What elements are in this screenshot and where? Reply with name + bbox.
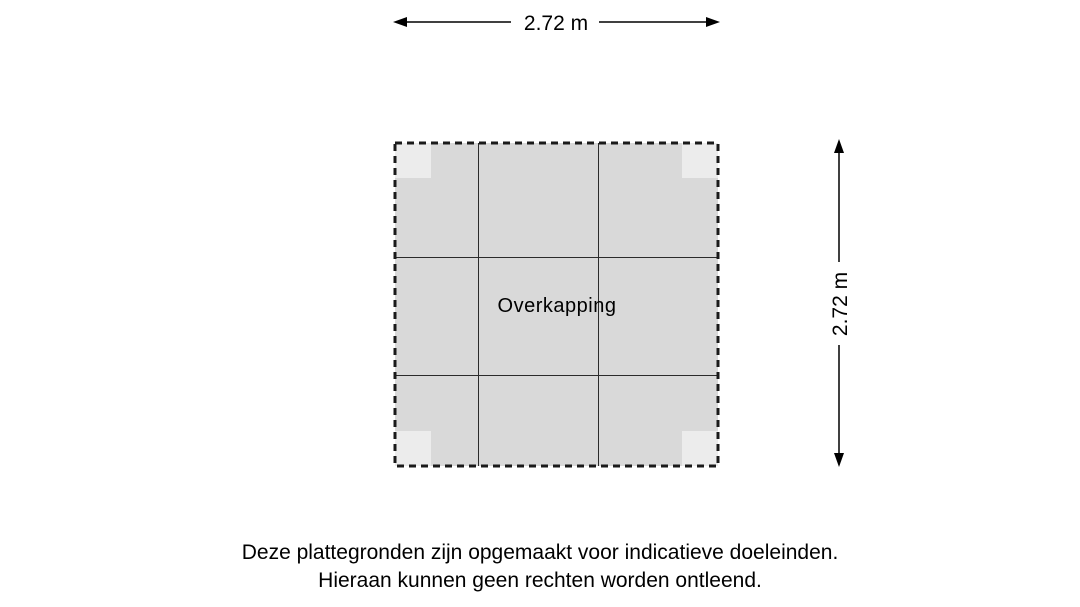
- corner-post-top-right: [682, 143, 718, 178]
- corner-post-bottom-left: [395, 431, 431, 466]
- arrow-left-icon: [393, 17, 407, 27]
- width-dimension: [393, 12, 720, 35]
- corner-post-top-left: [395, 143, 431, 178]
- disclaimer-line-1: Deze plattegronden zijn opgemaakt voor indicatieve doeleinden.: [241, 541, 839, 564]
- disclaimer: [0, 539, 1080, 595]
- arrow-up-icon: [834, 139, 844, 153]
- corner-post-bottom-right: [682, 431, 718, 466]
- arrow-down-icon: [834, 453, 844, 467]
- disclaimer-line-2: Hieraan kunnen geen rechten worden ontleend.: [318, 569, 762, 592]
- height-dimension-label: 2.72 m: [829, 271, 852, 337]
- arrow-right-icon: [706, 17, 720, 27]
- width-dimension-label: 2.72 m: [523, 12, 589, 35]
- room-overkapping: [395, 143, 718, 466]
- height-dimension: [829, 139, 852, 467]
- room-label: Overkapping: [497, 295, 617, 317]
